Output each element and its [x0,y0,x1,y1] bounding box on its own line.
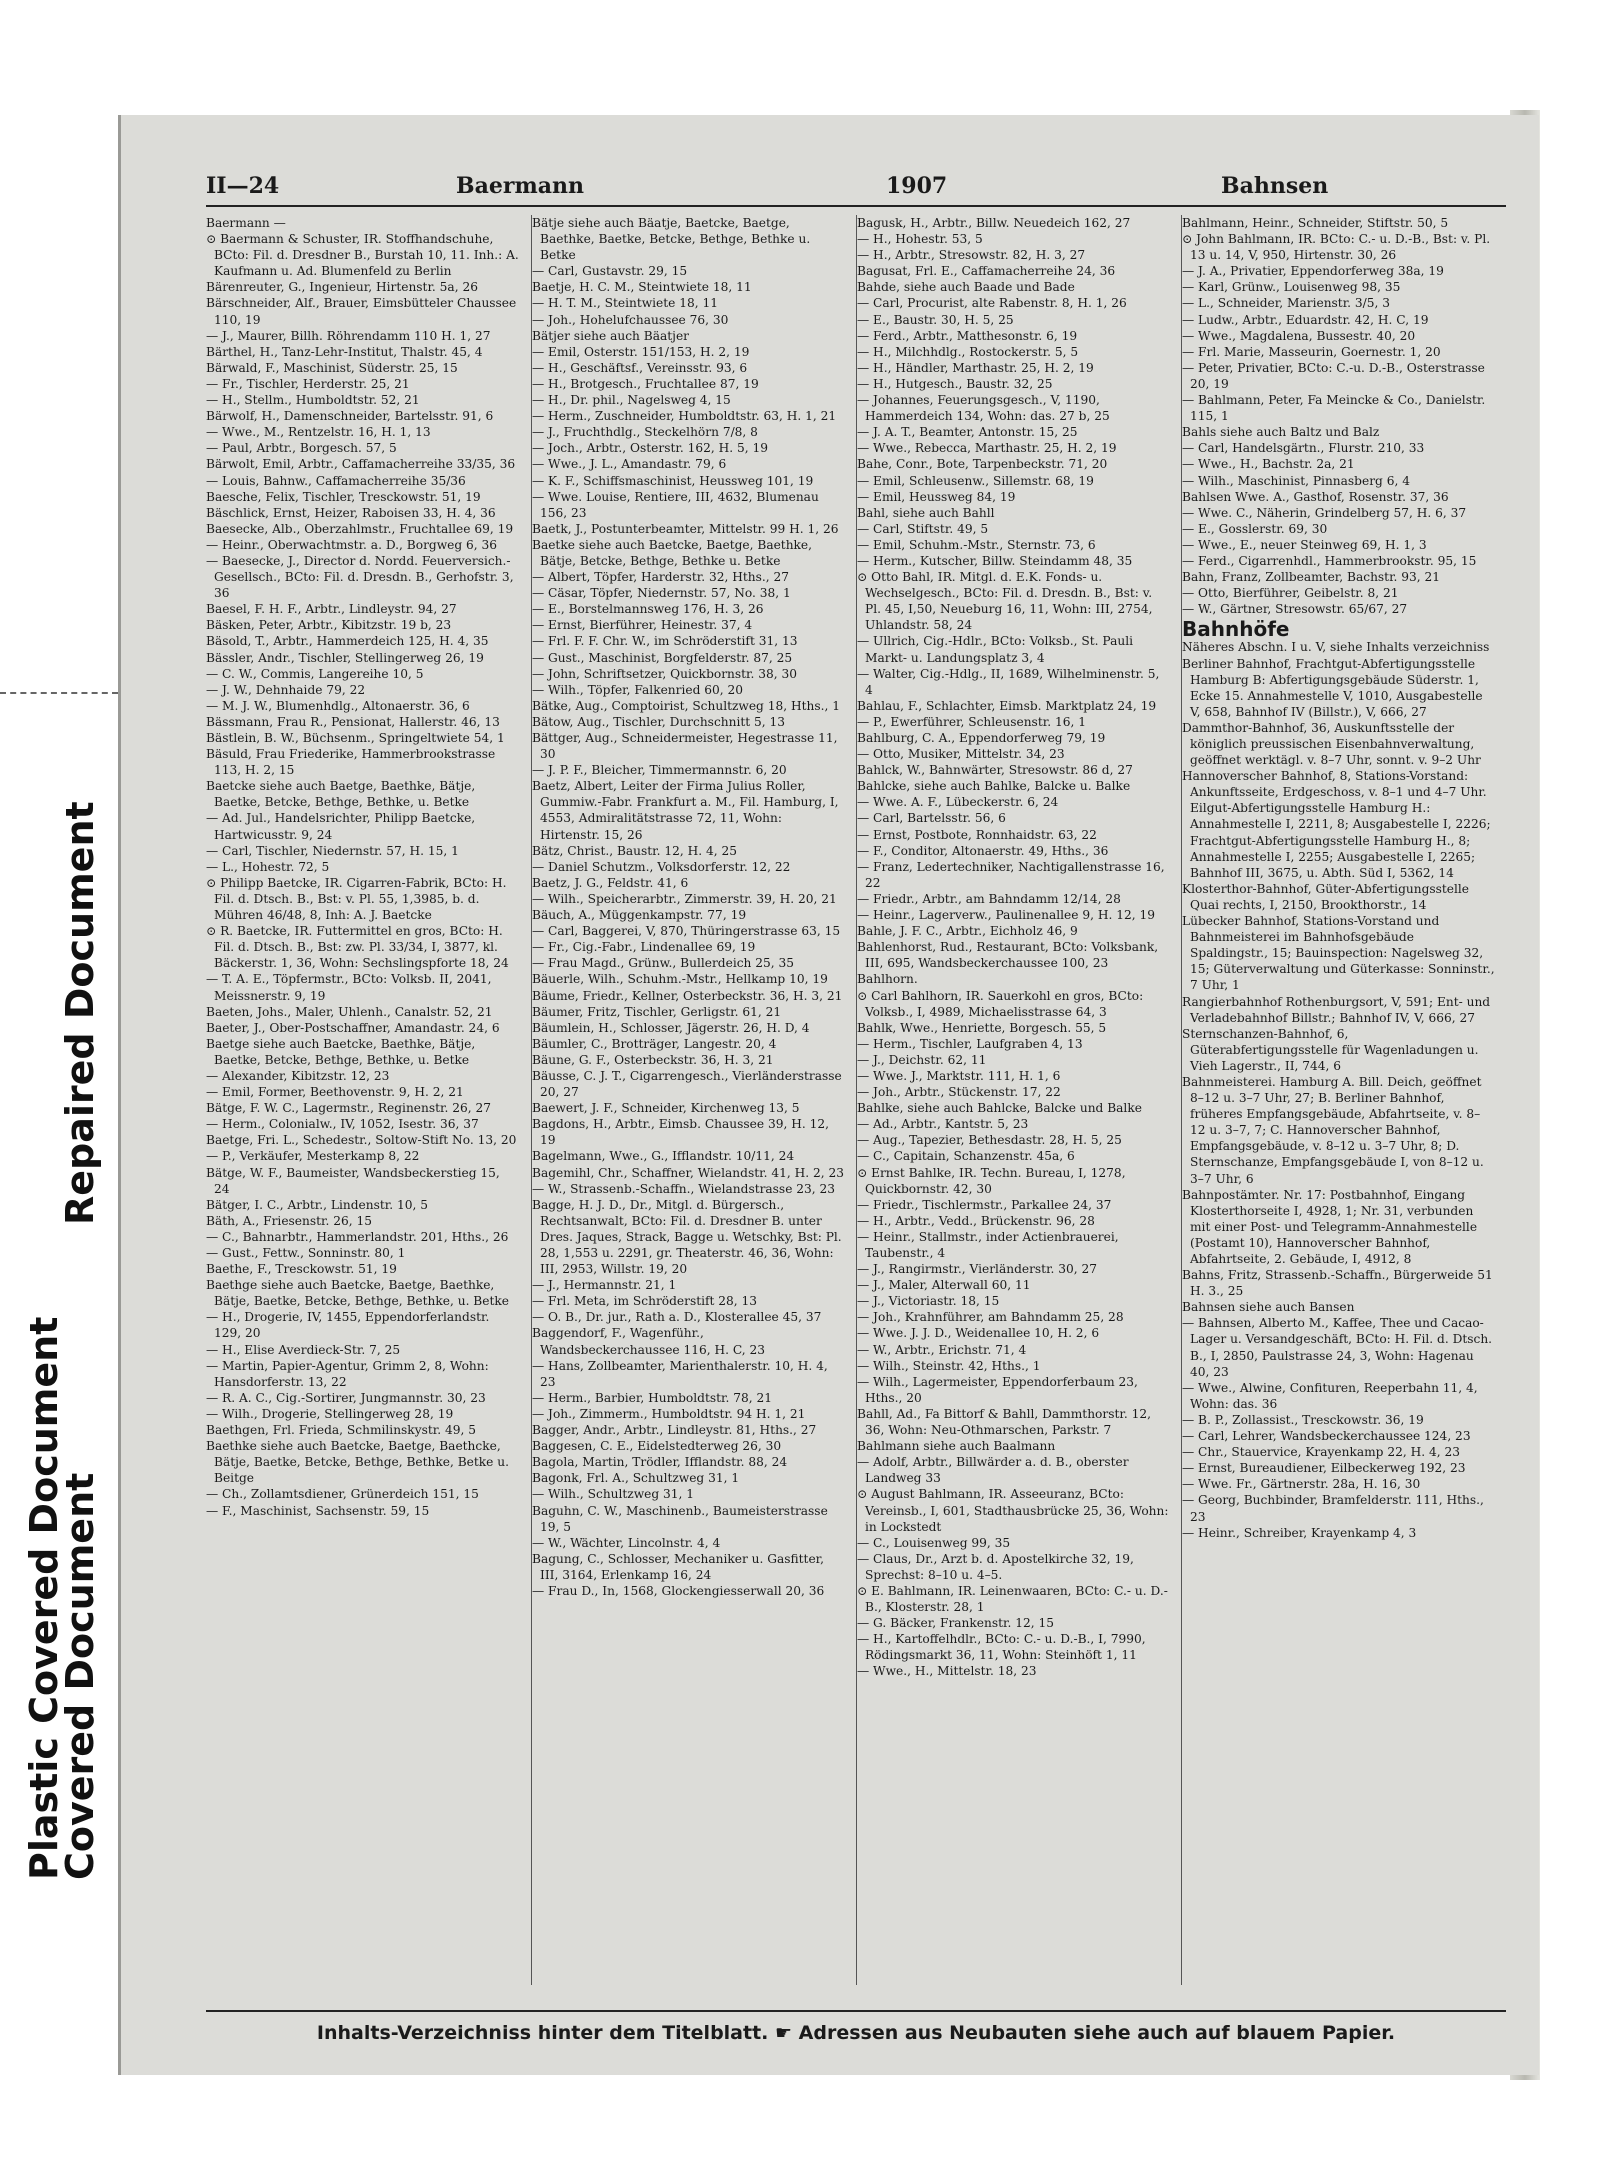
directory-entry: — Ad. Jul., Handelsrichter, Philipp Baetcke, Hartwicusstr. 9, 24 [206,811,476,842]
repaired-document-label: Repaired Document [58,801,102,1225]
directory-entry: — T. A. E., Töpfermstr., BCto: Volksb. II, 2041, Meissnerstr. 9, 19 [206,972,492,1003]
directory-entry: Baetje, H. C. M., Steintwiete 18, 11 [532,280,752,295]
directory-entry: Bahle, J. F. C., Arbtr., Eichholz 46, 9 [857,924,1078,939]
directory-entry: — Heinr., Stallmstr., inder Actienbrauerei, Taubenstr., 4 [857,1229,1119,1260]
directory-entry: — H., Milchhdlg., Rostockerstr. 5, 5 [857,344,1079,359]
directory-entry: Bäumler, C., Brotträger, Langestr. 20, 4 [532,1036,777,1051]
directory-entry: — Friedr., Arbtr., am Bahndamm 12/14, 28 [857,891,1121,906]
directory-entry: ⊙ John Bahlmann, IR. BCto: C.- u. D.-B., Bst: v. Pl. 13 u. 14, V, 950, Hirtenstr. 30, 26 [1182,232,1491,263]
directory-entry: — Frau D., In, 1568, Glockengiesserwall 20, 36 [532,1583,825,1598]
directory-entry: — Otto, Musiker, Mittelstr. 34, 23 [857,747,1065,762]
directory-entry: — Wilh., Maschinist, Pinnasberg 6, 4 [1182,473,1410,488]
directory-entry: — Herm., Kutscher, Billw. Steindamm 48, 35 [857,553,1133,568]
directory-entry: Bahnsen siehe auch Bansen [1182,1300,1355,1315]
directory-entry: Baggesen, C. E., Eidelstedterweg 26, 30 [532,1439,782,1454]
header-left-name: Baermann [456,173,584,199]
directory-entry: — Frl. F. F. Chr. W., im Schröderstift 31, 13 [532,634,798,649]
directory-entry: Berliner Bahnhof, Frachtgut-Abfertigungsstelle Hamburg B: Abfertigungsgebäude Süderstr. 1, Ecke 15. Annahmestelle V, 1010, Ausgabestelle V, 658, Bahnhof IV (Billstr.), V, 666, 27 [1182,656,1483,719]
directory-entry: Bagusk, H., Arbtr., Billw. Neuedeich 162, 27 [857,216,1131,230]
directory-entry: — J., Rangirmstr., Vierländerstr. 30, 27 [857,1262,1098,1277]
directory-entry: Bagger, Andr., Arbtr., Lindleystr. 81, Hths., 27 [532,1423,817,1438]
directory-entry: — Bahnsen, Alberto M., Kaffee, Thee und Cacao-Lager u. Versandgeschäft, BCto: H. Fil. d. Dtsch. B., I, 2850, Paulstrasse 24, 3, Wohn: Hagenau 40, 23 [1182,1316,1493,1379]
directory-entry: — W., Gärtner, Stresowstr. 65/67, 27 [1182,602,1408,617]
directory-entry: Baesecke, Alb., Oberzahlmstr., Fruchtallee 69, 19 [206,521,514,536]
directory-entry: — Wwe., Rebecca, Marthastr. 25, H. 2, 19 [857,441,1117,456]
directory-entry: Bärthel, H., Tanz-Lehr-Institut, Thalstr. 45, 4 [206,344,483,359]
directory-entry: Bahlke, siehe auch Bahlcke, Balcke und Balke [857,1101,1142,1116]
directory-entry: — Wwe., H., Mittelstr. 18, 23 [857,1664,1037,1679]
directory-entry: — Louis, Bahnw., Caffamacherreihe 35/36 [206,473,466,488]
directory-entry: — Herm., Zuschneider, Humboldtstr. 63, H. 1, 21 [532,409,837,424]
directory-entry: — Wilh., Töpfer, Falkenried 60, 20 [532,682,744,697]
directory-entry: Bärwolf, H., Damenschneider, Bartelsstr. 91, 6 [206,409,494,424]
directory-entry: Bahl, siehe auch Bahll [857,505,995,520]
directory-entry: Baethge siehe auch Baetcke, Baetge, Baethke, Bätje, Baetke, Betcke, Bethge, Bethke, u. Betke [206,1278,509,1309]
directory-entry: Bagemihl, Chr., Schaffner, Wielandstr. 41, H. 2, 23 [532,1165,844,1180]
directory-entry: Bässmann, Frau R., Pensionat, Hallerstr. 46, 13 [206,714,500,729]
directory-entry: — C., Louisenweg 99, 35 [857,1535,1011,1550]
section-title-bahnhoefe: Bahnhöfe [1182,617,1290,642]
directory-entry: Bäusse, C. J. T., Cigarrengesch., Vierländerstrasse 20, 27 [532,1068,842,1100]
directory-entry: — R. A. C., Cig.-Sortirer, Jungmannstr. 30, 23 [206,1390,486,1405]
directory-entry: Bagola, Martin, Trödler, Ifflandstr. 88, 24 [532,1455,788,1470]
directory-entry: — Heinr., Oberwachtmstr. a. D., Borgweg 6, 36 [206,537,498,552]
directory-entry: — Wwe., Alwine, Confituren, Reeperbahn 11, 4, Wohn: das. 36 [1182,1380,1478,1411]
directory-entry: Baetge siehe auch Baetcke, Baethke, Bätje, Baetke, Betcke, Bethge, Bethke, u. Betke [206,1036,476,1067]
directory-entry: — M. J. W., Blumenhdlg., Altonaerstr. 36, 6 [206,698,470,713]
directory-entry: — Carl, Procurist, alte Rabenstr. 8, H. 1, 26 [857,296,1127,311]
directory-entry: — Aug., Tapezier, Bethesdastr. 28, H. 5, 25 [857,1133,1122,1148]
directory-entry: — Joh., Hohelufchaussee 76, 30 [532,312,729,327]
directory-entry: — Frl. Meta, im Schröderstift 28, 13 [532,1294,758,1309]
directory-entry: ⊙ Otto Bahl, IR. Mitgl. d. E.K. Fonds- u. Wechselgesch., BCto: Fil. d. Dresdn. B., Bst: v. Pl. 45, I,50, Neueburg 16, 11, Wohn: III, 2754, Uhlandstr. 58, 24 [857,570,1153,633]
directory-entry: Bahlburg, C. A., Eppendorferweg 79, 19 [857,731,1106,745]
directory-entry: — Emil, Former, Beethovenstr. 9, H. 2, 21 [206,1085,464,1100]
directory-entry: — Cäsar, Töpfer, Niedernstr. 57, No. 38, 1 [532,586,791,601]
directory-entry: — Bahlmann, Peter, Fa Meincke & Co., Danielstr. 115, 1 [1182,393,1486,424]
directory-entry: Baethke siehe auch Baetcke, Baetge, Baethcke, Bätje, Baetke, Betcke, Bethge, Bethke, Betke u. Beitge [206,1439,509,1486]
directory-entry: Bahlsen Wwe. A., Gasthof, Rosenstr. 37, 36 [1182,489,1449,504]
directory-entry: — Wwe., J. L., Amandastr. 79, 6 [532,457,727,472]
directory-entry: Bärenreuter, G., Ingenieur, Hirtenstr. 5a, 26 [206,280,478,295]
directory-entry: — C. W., Commis, Langereihe 10, 5 [206,666,424,681]
directory-entry: Bahlcke, siehe auch Bahlke, Balcke u. Balke [857,779,1131,794]
directory-entry: — H., Hohestr. 53, 5 [857,232,983,247]
directory-entry: — Wilh., Drogerie, Stellingerweg 28, 19 [206,1406,454,1421]
directory-entry: — Wwe., E., neuer Steinweg 69, H. 1, 3 [1182,537,1427,552]
column-4 [1181,215,1498,1985]
directory-entry: Bätjer siehe auch Bäatjer [532,328,689,343]
directory-entry: — Ferd., Arbtr., Matthesonstr. 6, 19 [857,328,1078,343]
directory-entry: ⊙ Ernst Bahlke, IR. Techn. Bureau, I, 1278, Quickbornstr. 42, 30 [857,1165,1126,1196]
directory-entry: — Otto, Bierführer, Geibelstr. 8, 21 [1182,586,1399,601]
directory-entry: — H., Arbtr., Vedd., Brückenstr. 96, 28 [857,1213,1095,1228]
directory-entry: — J., Fruchthdlg., Steckelhörn 7/8, 8 [532,425,758,440]
directory-entry: Baetz, Albert, Leiter der Firma Julius Roller, Gummiw.-Fabr. Frankfurt a. M., Fil. Hamburg, I, 4553, Admiralitätstrasse 72, 11, Wohn: Hirtenstr. 15, 26 [532,779,839,842]
directory-entry: Bättger, Aug., Schneidermeister, Hegestrasse 11, 30 [532,731,838,762]
directory-entry: Bäsken, Peter, Arbtr., Kibitzstr. 19 b, 23 [206,618,452,633]
directory-entry: — Baesecke, J., Director d. Nordd. Feuerversich.-Gesellsch., BCto: Fil. d. Dresdn. B., Gerhofstr. 3, 36 [206,553,514,601]
directory-entry: Bahnpostämter. Nr. 17: Postbahnhof, Eingang Klosterthorseite I, 4928, 1; Nr. 31, verbunden mit einer Post- und Telegramm-Annahmestelle (Postamt 10), Hannoverscher Bahnhof, Abfahrtseite, 2. Gebäude, I, 4912, 8 [1182,1187,1478,1266]
column-1 [206,215,522,1985]
directory-entry: — Ferd., Cigarrenhdl., Hammerbrookstr. 95, 15 [1182,553,1477,568]
directory-entry: ⊙ Carl Bahlhorn, IR. Sauerkohl en gros, BCto: Volksb., I, 4989, Michaelisstrasse 64, 3 [857,988,1144,1019]
directory-entry: — Wwe. Louise, Rentiere, III, 4632, Blumenau 156, 23 [532,489,819,520]
directory-entry: — L., Schneider, Marienstr. 3/5, 3 [1182,296,1391,311]
directory-entry: Bätje siehe auch Bäatje, Baetcke, Baetge, Baethke, Baetke, Betcke, Bethge, Bethke u. Betke [532,216,811,263]
directory-entry: — C., Bahnarbtr., Hammerlandstr. 201, Hths., 26 [206,1229,509,1244]
directory-entry: Bärschneider, Alf., Brauer, Eimsbütteler Chaussee 110, 19 [206,296,517,327]
directory-entry: Bätge, F. W. C., Lagermstr., Reginenstr. 26, 27 [206,1101,492,1116]
directory-entry: — F., Conditor, Altonaerstr. 49, Hths., 36 [857,843,1109,858]
directory-entry: Bätger, I. C., Arbtr., Lindenstr. 10, 5 [206,1197,428,1212]
directory-entry: Bäth, A., Friesenstr. 26, 15 [206,1213,372,1228]
directory-entry: — Wwe. C., Näherin, Grindelberg 57, H. 6, 37 [1182,505,1467,520]
directory-entry: Baermann — [206,216,286,230]
directory-entry: — O. B., Dr. jur., Rath a. D., Klosterallee 45, 37 [532,1310,822,1325]
directory-entry: — Joh., Arbtr., Stückenstr. 17, 22 [857,1085,1061,1100]
directory-entry: — Ullrich, Cig.-Hdlr., BCto: Volksb., St. Pauli Markt- u. Landungsplatz 3, 4 [857,634,1133,665]
directory-entry: — Herm., Tischler, Laufgraben 4, 13 [857,1036,1083,1051]
directory-entry: — H., Elise Averdieck-Str. 7, 25 [206,1342,401,1357]
directory-entry: Bagdons, H., Arbtr., Eimsb. Chaussee 39, H. 12, 19 [532,1117,829,1148]
cut-line [0,692,118,694]
directory-entry: — H. T. M., Steintwiete 18, 11 [532,296,719,311]
directory-entry: — J., Deichstr. 62, 11 [857,1052,987,1067]
directory-entry: — Wwe. A. F., Lübeckerstr. 6, 24 [857,795,1059,810]
directory-entry: Bäuch, A., Müggenkampstr. 77, 19 [532,908,747,923]
directory-entry: — J., Victoriastr. 18, 15 [857,1294,1000,1309]
directory-entry: — Wwe. Fr., Gärtnerstr. 28a, H. 16, 30 [1182,1477,1421,1492]
directory-entry: — Wwe., M., Rentzelstr. 16, H. 1, 13 [206,425,431,440]
directory-entry: — Joh., Zimmerm., Humboldtstr. 94 H. 1, 21 [532,1406,806,1421]
directory-entry: — E., Gosslerstr. 69, 30 [1182,521,1328,536]
directory-entry: — Walter, Cig.-Hdlg., II, 1689, Wilhelminenstr. 5, 4 [857,666,1160,697]
directory-entry: — W., Wächter, Lincolnstr. 4, 4 [532,1535,721,1550]
directory-entry: — H., Händler, Marthastr. 25, H. 2, 19 [857,360,1094,375]
directory-entry: Bagusat, Frl. E., Caffamacherreihe 24, 36 [857,264,1116,279]
directory-entry: — Emil, Heussweg 84, 19 [857,489,1016,504]
directory-entry: — W., Arbtr., Erichstr. 71, 4 [857,1342,1027,1357]
directory-entry: — Joh., Krahnführer, am Bahndamm 25, 28 [857,1310,1124,1325]
directory-entry: ⊙ Philipp Baetcke, IR. Cigarren-Fabrik, BCto: H. Fil. d. Dtsch. B., Bst: v. Pl. 55, 1,3985, b. d. Mühren 46/48, 8, Inh: A. J. Baetcke [206,875,507,923]
directory-entry: Lübecker Bahnhof, Stations-Vorstand und Bahnmeisterei im Bahnhofsgebäude Spaldingstr., 15; Bauinspection: Nagelsweg 32, 15; Güterverwaltung und Güterkasse: Sonninstr., 7 Uhr, 1 [1182,914,1495,993]
directory-entry: — Wilh., Steinstr. 42, Hths., 1 [857,1358,1041,1373]
directory-entry: — Claus, Dr., Arzt b. d. Apostelkirche 32, 19, Sprechst: 8–10 u. 4–5. [857,1551,1134,1582]
directory-entry: — Wwe., Magdalena, Bussestr. 40, 20 [1182,328,1416,343]
directory-entry: Bahll, Ad., Fa Bittorf & Bahll, Dammthorstr. 12, 36, Wohn: Neu-Othmarschen, Parkstr. 7 [857,1406,1151,1438]
directory-entry: Bäume, Friedr., Kellner, Osterbeckstr. 36, H. 3, 21 [532,988,843,1003]
directory-entry: — Emil, Osterstr. 151/153, H. 2, 19 [532,344,750,359]
directory-entry: Bahlhorn. [857,972,918,987]
page-header [206,165,1506,207]
directory-entry: Bahlmann siehe auch Baalmann [857,1439,1056,1454]
directory-entry: Bäsold, T., Arbtr., Hammerdeich 125, H. 4, 35 [206,634,489,649]
directory-entry: Bäsuld, Frau Friederike, Hammerbrookstrasse 113, H. 2, 15 [206,747,496,778]
directory-entry: — Wilh., Lagermeister, Eppendorferbaum 23, Hths., 20 [857,1374,1138,1405]
directory-entry: — Peter, Privatier, BCto: C.-u. D.-B., Osterstrasse 20, 19 [1182,360,1485,391]
directory-entry: Bästlein, B. W., Büchsenm., Springeltwiete 54, 1 [206,731,505,745]
directory-entry: — Wilh., Speicherarbtr., Zimmerstr. 39, H. 20, 21 [532,891,837,906]
directory-entry: — H., Arbtr., Stresowstr. 82, H. 3, 27 [857,248,1086,263]
directory-entry: Bahlk, Wwe., Henriette, Borgesch. 55, 5 [857,1020,1107,1035]
directory-entry: Sternschanzen-Bahnhof, 6, Güterabfertigungsstelle für Wagenladungen u. Vieh Lagerstr., II, 744, 6 [1182,1026,1479,1073]
directory-entry: — Alexander, Kibitzstr. 12, 23 [206,1068,390,1083]
directory-entry: Baethgen, Frl. Frieda, Schmilinskystr. 49, 5 [206,1423,476,1438]
directory-entry: Bahlenhorst, Rud., Restaurant, BCto: Volksbank, III, 695, Wandsbeckerchaussee 100, 23 [857,940,1159,971]
directory-entry: Baggendorf, F., Wagenführ., Wandsbeckerchaussee 116, H. C, 23 [532,1326,766,1357]
directory-entry: — E., Borstelmannsweg 176, H. 3, 26 [532,602,764,617]
directory-entry: Bahns, Fritz, Strassenb.-Schaffn., Bürgerweide 51 H. 3., 25 [1182,1268,1493,1299]
directory-entry: — J., Maler, Alterwall 60, 11 [857,1278,1031,1293]
directory-entry: Klosterthor-Bahnhof, Güter-Abfertigungsstelle Quai rechts, I, 2150, Brookthorstr., 14 [1182,881,1470,912]
directory-entry: — Carl, Handelsgärtn., Flurstr. 210, 33 [1182,441,1425,456]
directory-entry: Bäumlein, H., Schlosser, Jägerstr. 26, H. D, 4 [532,1020,810,1035]
directory-entry: — Wilh., Schultzweg 31, 1 [532,1487,695,1502]
directory-entry: — Herm., Colonialw., IV, 1052, Isestr. 36, 37 [206,1117,479,1132]
directory-entry: — L., Hohestr. 72, 5 [206,859,330,874]
directory-entry: Dammthor-Bahnhof, 36, Auskunftsstelle der königlich preussischen Eisenbahnverwaltung, geöffnet werktägl. v. 8–7 Uhr, sonnt. v. 9–2 Uhr [1182,720,1481,768]
directory-entry: ⊙ Baermann & Schuster, IR. Stoffhandschuhe, BCto: Fil. d. Dresdner B., Burstah 10, 11. Inh.: A. Kaufmann u. Ad. Blumenfeld zu Berlin [206,232,519,279]
directory-entry: Bahlau, F., Schlachter, Eimsb. Marktplatz 24, 19 [857,698,1157,713]
directory-entry: — Georg, Buchbinder, Bramfelderstr. 111, Hths., 23 [1182,1493,1484,1524]
directory-entry: — Joch., Arbtr., Osterstr. 162, H. 5, 19 [532,441,768,456]
directory-entry: Bahls siehe auch Baltz und Balz [1182,425,1380,440]
directory-entry: Bäune, G. F., Osterbeckstr. 36, H. 3, 21 [532,1052,774,1067]
directory-entry: — K. F., Schiffsmaschinist, Heussweg 101, 19 [532,473,814,488]
directory-entry: Baewert, J. F., Schneider, Kirchenweg 13, 5 [532,1101,800,1116]
directory-entry: Hannoverscher Bahnhof, 8, Stations-Vorstand: Ankunftsseite, Erdgeschoss, v. 8–1 und 4–7 Uhr. Eilgut-Abfertigungsstelle Hamburg H.: Annahmestelle I, 2211, 8; Ausgabestelle I, 2226; Frachtgut-Abfertigungsstelle Hamburg H., 8; Annahmestelle I, 2255; Ausgabestelle I, 2265; Bahnhof III, 3675, u. Abth. Süd I, 5362, 14 [1182,769,1491,880]
directory-entry: — C., Capitain, Schanzenstr. 45a, 6 [857,1149,1075,1164]
covered-document-label: Covered Document [58,1472,102,1880]
directory-entry: — Hans, Zollbeamter, Marienthalerstr. 10, H. 4, 23 [532,1358,828,1389]
directory-entry: — Chr., Stauervice, Krayenkamp 22, H. 4, 23 [1182,1445,1460,1460]
directory-entry: — Heinr., Schreiber, Krayenkamp 4, 3 [1182,1525,1417,1540]
directory-entry: — Ad., Arbtr., Kantstr. 5, 23 [857,1117,1029,1132]
directory-entry: — Carl, Tischler, Niedernstr. 57, H. 15, 1 [206,843,459,858]
directory-entry: — Martin, Papier-Agentur, Grimm 2, 8, Wohn: Hansdorferstr. 13, 22 [206,1358,489,1389]
directory-entry: — Albert, Töpfer, Harderstr. 32, Hths., 27 [532,570,789,585]
directory-entry: Baetge, Fri. L., Schedestr., Soltow-Stift No. 13, 20 [206,1133,517,1148]
directory-entry: — J. A., Privatier, Eppendorferweg 38a, 19 [1182,264,1444,279]
directory-entry: — Ch., Zollamtsdiener, Grünerdeich 151, 15 [206,1487,479,1502]
directory-entry: Baetz, J. G., Feldstr. 41, 6 [532,875,689,890]
directory-entry: ⊙ August Bahlmann, IR. Asseeuranz, BCto: Vereinsb., I, 601, Stadthausbrücke 25, 36, Wohn: in Lockstedt [857,1487,1169,1534]
directory-entry: Bärwald, F., Maschinist, Süderstr. 25, 15 [206,360,458,375]
directory-entry: Baetk, J., Postunterbeamter, Mittelstr. 99 H. 1, 26 [532,521,839,536]
directory-entry: — H., Drogerie, IV, 1455, Eppendorferlandstr. 129, 20 [206,1310,490,1341]
directory-entry: — P., Ewerführer, Schleusenstr. 16, 1 [857,714,1086,729]
directory-entry: Baetcke siehe auch Baetge, Baethke, Bätje, Baetke, Betcke, Bethge, Bethke, u. Betke [206,779,476,810]
directory-entry: Baguhn, C. W., Maschinenb., Baumeisterstrasse 19, 5 [532,1503,828,1534]
directory-entry: — Carl, Stiftstr. 49, 5 [857,521,989,536]
directory-entry: — Emil, Schuhm.-Mstr., Sternstr. 73, 6 [857,537,1096,552]
page-number: II—24 [206,173,280,199]
directory-entry: — Wwe. J., Marktstr. 111, H. 1, 6 [857,1068,1061,1083]
directory-entry: Baesel, F. H. F., Arbtr., Lindleystr. 94, 27 [206,602,457,617]
plastic-covered-label: Plastic Covered Document [22,1316,66,1880]
directory-entry: Bahlck, W., Bahnwärter, Stresowstr. 86 d, 27 [857,763,1133,778]
directory-entry: — H., Brotgesch., Fruchtallee 87, 19 [532,376,759,391]
directory-entry: — Fr., Cig.-Fabr., Lindenallee 69, 19 [532,940,756,955]
directory-entry: — Ernst, Bureaudiener, Eilbeckerweg 192, 23 [1182,1461,1466,1476]
directory-entry: — John, Schriftsetzer, Quickbornstr. 38, 30 [532,666,798,681]
directory-entry: Bäschlick, Ernst, Heizer, Raboisen 33, H. 4, 36 [206,505,496,520]
directory-entry: — Carl, Lehrer, Wandsbeckerchaussee 124, 23 [1182,1429,1471,1444]
directory-entry: — Ernst, Postbote, Ronnhaidstr. 63, 22 [857,827,1097,842]
directory-entry: — E., Baustr. 30, H. 5, 25 [857,312,1014,327]
directory-entry: — Gust., Fettw., Sonninstr. 80, 1 [206,1246,406,1260]
directory-entry: — Carl, Baggerei, V, 870, Thüringerstrasse 63, 15 [532,924,841,939]
directory-entry: Näheres Abschn. I u. V, siehe Inhalts verzeichniss [1182,640,1490,655]
directory-entry: — Carl, Gustavstr. 29, 15 [532,264,688,279]
directory-entry: — H., Geschäftsf., Vereinsstr. 93, 6 [532,360,748,375]
directory-entry: — J. A. T., Beamter, Antonstr. 15, 25 [857,425,1078,440]
directory-entry: Bätke, Aug., Comptoirist, Schultzweg 18, Hths., 1 [532,698,840,713]
directory-entry: Bärwolt, Emil, Arbtr., Caffamacherreihe 33/35, 36 [206,457,516,472]
directory-entry: — Ludw., Arbtr., Eduardstr. 42, H. C, 19 [1182,312,1429,327]
directory-entry: Bagge, H. J. D., Dr., Mitgl. d. Bürgersch., Rechtsanwalt, BCto: Fil. d. Dresdner B. unter Dres. Jaques, Strack, Bagge u. Wetschky, Bst: Pl. 28, 1,553 u. 2291, gr. Theaterstr. 46, 36, Wohn: III, 2953, Willstr. 19, 20 [532,1197,842,1277]
directory-entry: — Fr., Tischler, Herderstr. 25, 21 [206,376,410,391]
directory-entry: Bätow, Aug., Tischler, Durchschnitt 5, 13 [532,714,786,729]
directory-entry: — Herm., Barbier, Humboldtstr. 78, 21 [532,1390,773,1405]
directory-entry: — Karl, Grünw., Louisenweg 98, 35 [1182,280,1401,295]
directory-entry: — Gust., Maschinist, Borgfelderstr. 87, 25 [532,650,793,665]
directory-entry: Bahde, siehe auch Baade und Bade [857,280,1075,295]
directory-entry: — H., Kartoffelhdlr., BCto: C.- u. D.-B., I, 7990, Rödingsmarkt 36, 11, Wohn: Steinhöft 1, 11 [857,1632,1146,1663]
directory-entry: — J. P. F., Bleicher, Timmermannstr. 6, 20 [532,763,787,778]
directory-entry: ⊙ R. Baetcke, IR. Futtermittel en gros, BCto: H. Fil. d. Dtsch. B., Bst: zw. Pl. 33/34, I, 3877, kl. Bäckerstr. 1, 36, Wohn: Sechslingspforte 18, 24 [206,924,509,971]
directory-entry: — Friedr., Tischlermstr., Parkallee 24, 37 [857,1197,1112,1212]
directory-entry: — Wwe., H., Bachstr. 2a, 21 [1182,457,1355,472]
directory-entry: Bagung, C., Schlosser, Mechaniker u. Gasfitter, III, 3164, Erlenkamp 16, 24 [532,1551,825,1582]
directory-entry: — G. Bäcker, Frankenstr. 12, 15 [857,1616,1054,1631]
directory-entry: — P., Verkäufer, Mesterkamp 8, 22 [206,1149,420,1164]
directory-entry: — W., Strassenb.-Schaffn., Wielandstrasse 23, 23 [532,1181,836,1196]
directory-entry: — Ernst, Bierführer, Heinestr. 37, 4 [532,618,753,633]
page-footer: Inhalts-Verzeichniss hinter dem Titelblatt. ☛ Adressen aus Neubauten siehe auch auf blauem Papier. [206,2010,1506,2044]
directory-entry: Bätge, W. F., Baumeister, Wandsbeckerstieg 15, 24 [206,1165,500,1196]
directory-entry: Bäumer, Fritz, Tischler, Gerligstr. 61, 21 [532,1004,782,1019]
directory-entry: — Adolf, Arbtr., Billwärder a. d. B., oberster Landweg 33 [857,1455,1129,1486]
directory-entry: — Frl. Marie, Masseurin, Goernestr. 1, 20 [1182,344,1441,359]
header-right-name: Bahnsen [1221,173,1329,199]
column-3 [856,215,1173,1985]
directory-entry: — Wwe. J. J. D., Weidenallee 10, H. 2, 6 [857,1326,1100,1341]
directory-entry: — Franz, Ledertechniker, Nachtigallenstrasse 16, 22 [857,859,1165,890]
directory-entry: Bätz, Christ., Baustr. 12, H. 4, 25 [532,843,738,858]
directory-entry: Baeten, Johs., Maler, Uhlenh., Canalstr. 52, 21 [206,1004,493,1019]
directory-entry: — H., Dr. phil., Nagelsweg 4, 15 [532,393,731,408]
directory-entry: Bahnmeisterei. Hamburg A. Bill. Deich, geöffnet 8–12 u. 3–7 Uhr, 27; B. Berliner Bahnhof, früheres Empfangsgebäude, Abfahrtseite, v. 8–12 u. 3–7, 7; C. Hannoverscher Bahnhof, Empfangsgebäude, v. 8–12 u. 3–7 Uhr, 8; D. Sternschanze, Empfangsgebäude I, von 8–12 u. 3–7 Uhr, 6 [1182,1074,1484,1186]
directory-page [118,115,1539,2075]
directory-entry: — J., Maurer, Billh. Röhrendamm 110 H. 1, 27 [206,328,491,343]
directory-entry: ⊙ E. Bahlmann, IR. Leinenwaaren, BCto: C.- u. D.-B., Klosterstr. 28, 1 [857,1583,1168,1615]
directory-entry: — Paul, Arbtr., Borgesch. 57, 5 [206,441,397,456]
directory-entry: — J. W., Dehnhaide 79, 22 [206,682,366,697]
directory-entry: Baeter, J., Ober-Postschaffner, Amandastr. 24, 6 [206,1020,500,1035]
directory-entry: — Emil, Schleusenw., Sillemstr. 68, 19 [857,473,1094,488]
directory-entry: — Johannes, Feuerungsgesch., V, 1190, Hammerdeich 134, Wohn: das. 27 b, 25 [857,393,1110,424]
directory-entry: Rangierbahnhof Rothenburgsort, V, 591; Ent- und Verladebahnhof Billstr.; Bahnhof IV, V, 666, 27 [1182,994,1491,1025]
directory-entry: Bahe, Conr., Bote, Tarpenbeckstr. 71, 20 [857,457,1108,472]
directory-entry: — Heinr., Lagerverw., Paulinenallee 9, H. 12, 19 [857,908,1155,923]
column-2 [531,215,848,1985]
directory-entry: — B. P., Zollassist., Tresckowstr. 36, 19 [1182,1412,1424,1427]
header-year: 1907 [886,173,948,199]
directory-entry: — H., Stellm., Humboldtstr. 52, 21 [206,393,420,408]
directory-entry: Bäuerle, Wilh., Schuhm.-Mstr., Hellkamp 10, 19 [532,972,828,987]
directory-entry: Bahlmann, Heinr., Schneider, Stiftstr. 50, 5 [1182,216,1449,230]
directory-entry: — H., Hutgesch., Baustr. 32, 25 [857,376,1053,391]
directory-entry: Baethe, F., Tresckowstr. 51, 19 [206,1262,397,1277]
directory-entry: — F., Maschinist, Sachsenstr. 59, 15 [206,1503,430,1518]
directory-entry: — Frau Magd., Grünw., Bullerdeich 25, 35 [532,956,795,971]
directory-entry: — J., Hermannstr. 21, 1 [532,1278,677,1293]
directory-entry: Bahn, Franz, Zollbeamter, Bachstr. 93, 21 [1182,570,1441,585]
directory-entry: Bagelmann, Wwe., G., Ifflandstr. 10/11, 24 [532,1149,795,1164]
directory-entry: — Daniel Schutzm., Volksdorferstr. 12, 22 [532,859,791,874]
directory-entry: — Carl, Bartelsstr. 56, 6 [857,811,1006,826]
directory-entry: Baesche, Felix, Tischler, Tresckowstr. 51, 19 [206,489,481,504]
directory-entry: Bässler, Andr., Tischler, Stellingerweg 26, 19 [206,650,484,665]
directory-entry: Bagonk, Frl. A., Schultzweg 31, 1 [532,1471,740,1486]
directory-entry: Baetke siehe auch Baetcke, Baetge, Baethke, Bätje, Betcke, Bethge, Bethke u. Betke [532,537,813,568]
